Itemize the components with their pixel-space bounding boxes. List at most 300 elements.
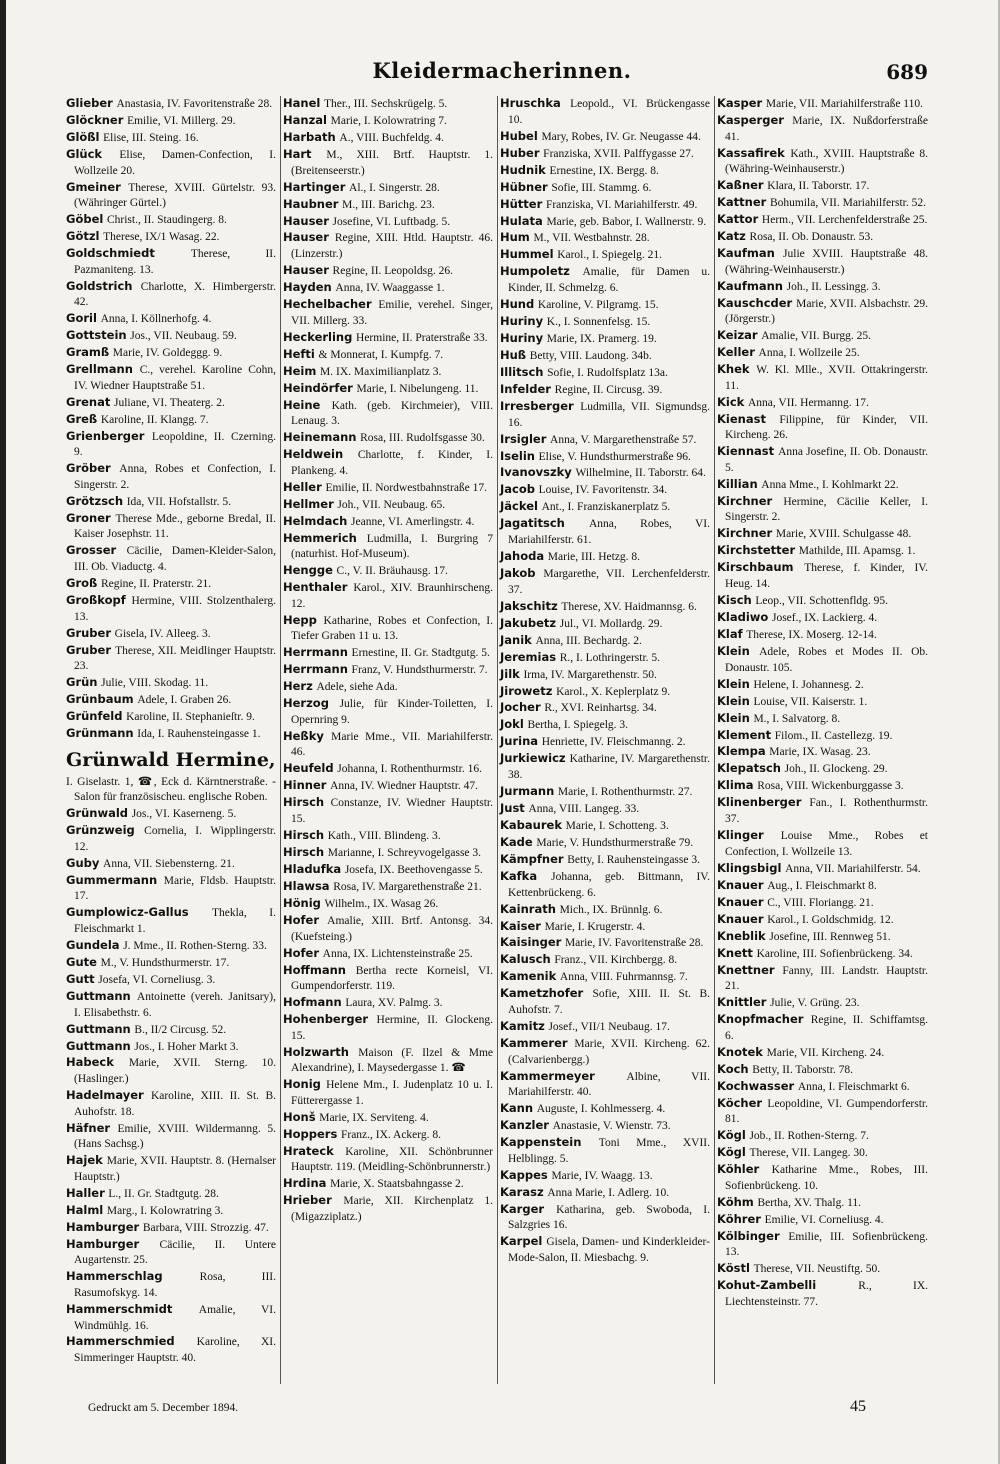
entry-details: Katharine, Robes et Confection, I. Tiefer Graben 11 u. 13. — [291, 614, 493, 643]
entry-details: Ernestine, II. Gr. Stadtgutg. 5. — [351, 647, 490, 660]
entry-details: Julie, VIII. Skodag. 11. — [101, 677, 209, 690]
entry-surname: Hadelmayer — [66, 1088, 144, 1103]
entry-surname: Hart — [283, 146, 312, 161]
entry-surname: Häfner — [66, 1120, 111, 1135]
entry-surname: Keizar — [717, 328, 758, 343]
entry-surname: Iselin — [500, 448, 535, 463]
entry-surname: Groß — [66, 576, 98, 591]
directory-entry — [283, 214, 493, 230]
directory-entry — [283, 1012, 493, 1043]
entry-surname: Holzwarth — [283, 1044, 349, 1059]
entry-surname: Knett — [717, 945, 753, 960]
entry-details: Marie, I. Kolowratring 7. — [330, 114, 447, 127]
entry-surname: Hofmann — [283, 995, 342, 1010]
entry-surname: Gummermann — [66, 872, 158, 887]
entry-surname: Kladiwo — [717, 610, 769, 624]
entry-surname: Kammerer — [500, 1036, 568, 1050]
entry-details: R., IX. Liechtensteinstr. 77. — [725, 1280, 929, 1308]
entry-surname: Hrieber — [283, 1193, 332, 1208]
directory-column-1 — [64, 96, 281, 1384]
entry-details: Josef., VII/1 Neubaug. 17. — [548, 1021, 670, 1034]
directory-entry — [717, 212, 928, 228]
entry-details: Cäcilie, Damen-Kleider-Salon, III. Ob. Viaductg. 4. — [74, 545, 277, 574]
entry-surname: Heine — [283, 397, 321, 412]
directory-columns — [64, 96, 932, 1384]
entry-surname: Infelder — [500, 381, 551, 396]
entry-details: Therese, f. Kinder, IV. Heug. 14. — [725, 562, 928, 591]
entry-details: Rosa, II. Ob. Donaustr. 53. — [749, 231, 874, 244]
entry-details: Hermine, II. Praterstraße 33. — [356, 331, 488, 344]
directory-entry — [283, 761, 493, 777]
entry-surname: Knopfmacher — [717, 1012, 804, 1027]
entry-details: Job., II. Rothen-Sterng. 7. — [749, 1130, 869, 1143]
directory-entry — [500, 465, 710, 481]
entry-details: C., V. II. Bräuhausg. 17. — [336, 565, 448, 578]
entry-surname: Glößl — [66, 129, 100, 144]
entry-surname: Just — [500, 801, 525, 815]
directory-entry — [66, 511, 276, 542]
entry-details: Regine, II. Schiffamtsg. 6. — [725, 1014, 928, 1042]
entry-details: Sofie, XIII. II. St. B. Auhofstr. 7. — [508, 988, 710, 1017]
entry-details: Julie, V. Grüng. 23. — [770, 997, 860, 1010]
entry-surname: Kirchner — [717, 493, 773, 508]
directory-entry — [500, 365, 710, 381]
entry-surname: Klingsbigl — [717, 860, 782, 875]
entry-details: Jos., VI. Kaserneng. 5. — [131, 808, 237, 821]
entry-details: M., III. Barichg. 23. — [342, 198, 435, 211]
entry-surname: Huber — [500, 145, 540, 160]
entry-details: Franz., VII. Kirchbergg. 8. — [554, 954, 678, 967]
entry-surname: Khek — [717, 362, 750, 377]
entry-surname: Kochwasser — [717, 1078, 795, 1093]
entry-surname: Honig — [283, 1077, 321, 1092]
directory-entry — [717, 543, 928, 559]
directory-entry — [66, 856, 276, 872]
entry-surname: Jäckel — [500, 499, 538, 514]
entry-details: Joh., II. Glockeng. 29. — [784, 763, 888, 776]
entry-surname: Klepatsch — [717, 761, 781, 776]
directory-entry — [717, 1145, 928, 1161]
entry-surname: Harbath — [283, 129, 336, 144]
directory-entry — [717, 644, 928, 675]
directory-entry — [500, 835, 710, 851]
directory-entry — [283, 113, 493, 129]
entry-surname: Herrmann — [283, 662, 348, 677]
entry-details: M., V. Hundsthurmerstr. 17. — [100, 956, 230, 969]
directory-entry — [717, 1195, 928, 1211]
entry-details: Anastasie, V. Wienstr. 73. — [552, 1120, 671, 1133]
directory-entry — [500, 1234, 710, 1265]
entry-surname: Goldschmiedt — [66, 246, 155, 261]
entry-details: Amalie, für Damen u. Kinder, II. Schmelzg. 6. — [508, 266, 711, 295]
entry-surname: Henthaler — [283, 580, 348, 595]
directory-entry — [283, 963, 493, 994]
entry-surname: Hirsch — [283, 828, 325, 843]
entry-details: Emilie, II. Nordwestbahnstraße 17. — [325, 481, 488, 494]
directory-entry — [283, 946, 493, 962]
entry-details: Therese, II. Pazmaniteng. 13. — [74, 248, 276, 276]
entry-surname: Jirowetz — [500, 683, 553, 698]
entry-surname: Kattor — [717, 212, 759, 227]
entry-surname: Hubel — [500, 128, 538, 143]
entry-surname: Huriny — [500, 331, 544, 345]
entry-details: Amalie, VII. Burgg. 25. — [761, 330, 872, 343]
entry-surname: Gundela — [66, 937, 120, 952]
entry-details: Anna, VII. Mariahilferstr. 54. — [785, 862, 921, 875]
directory-entry — [717, 593, 928, 609]
entry-surname: Kammermeyer — [500, 1068, 595, 1083]
entry-surname: Gramß — [66, 345, 110, 360]
directory-entry — [283, 645, 493, 661]
entry-surname: Jakob — [500, 566, 536, 580]
entry-surname: Kirschbaum — [717, 560, 794, 575]
directory-entry — [717, 895, 928, 911]
directory-entry — [500, 650, 710, 666]
entry-details: Emilie, verehel. Singer, VII. Millerg. 33. — [291, 299, 494, 327]
directory-entry — [66, 576, 276, 592]
entry-surname: Hartinger — [283, 179, 346, 194]
directory-entry — [66, 395, 276, 411]
entry-details: Bertha, I. Spiegelg. 3. — [527, 719, 629, 732]
directory-entry — [717, 627, 928, 643]
entry-details: Mary, Robes, IV. Gr. Neugasse 44. — [541, 130, 701, 143]
entry-surname: Hohenberger — [283, 1012, 369, 1027]
entry-details: Anna Josefine, II. Ob. Donaustr. 5. — [725, 446, 928, 474]
entry-surname: Haller — [66, 1185, 105, 1200]
entry-details: Marie, IX. Pramerg. 19. — [546, 333, 657, 345]
entry-surname: Kainrath — [500, 901, 556, 916]
directory-entry — [717, 1012, 928, 1043]
entry-surname: Hechelbacher — [283, 297, 372, 312]
directory-entry — [717, 1128, 928, 1144]
entry-surname: Jokl — [500, 717, 524, 732]
entry-surname: Jakschitz — [500, 598, 558, 613]
entry-details: Mathilde, III. Apamsg. 1. — [798, 545, 916, 558]
entry-details: Sofie, III. Stammg. 6. — [551, 181, 652, 194]
directory-entry — [283, 828, 493, 844]
directory-entry — [500, 516, 710, 547]
entry-details: Therese, VII. Langeg. 30. — [749, 1147, 868, 1160]
entry-details: Marie, IX. Nußdorferstraße 41. — [725, 114, 929, 143]
directory-entry — [717, 963, 928, 994]
directory-entry — [283, 531, 493, 562]
directory-entry — [283, 480, 493, 496]
entry-details: Margarethe, VII. Lerchenfelderstr. 37. — [508, 568, 710, 596]
entry-surname: Klein — [717, 693, 750, 708]
directory-entry — [66, 229, 276, 245]
advertisement-heading: Grünwald Hermine, — [66, 748, 276, 771]
directory-entry — [66, 626, 276, 642]
directory-entry — [500, 1135, 710, 1166]
entry-surname: Hemmerich — [283, 530, 357, 545]
directory-entry — [500, 1168, 710, 1184]
directory-entry — [66, 692, 276, 708]
entry-surname: Kneblik — [717, 928, 766, 943]
entry-details: Auguste, I. Kohlmesserg. 4. — [536, 1103, 666, 1116]
entry-details: L., II. Gr. Stadtgutg. 28. — [108, 1187, 219, 1200]
entry-surname: Heßky — [283, 728, 324, 743]
entry-details: Ida, I. Rauhensteingasse 1. — [137, 728, 261, 741]
entry-surname: Kanzler — [500, 1118, 549, 1133]
entry-surname: Kassafirek — [717, 145, 785, 160]
entry-details: Therese, XII. Meidlinger Hauptstr. 23. — [74, 644, 276, 673]
entry-details: Anna, I. Fleischmarkt 6. — [797, 1080, 910, 1093]
entry-surname: Janik — [500, 632, 532, 647]
entry-surname: Grötzsch — [66, 493, 124, 508]
directory-entry — [66, 873, 276, 904]
directory-entry — [717, 1045, 928, 1061]
directory-entry — [66, 147, 276, 178]
entry-details: Kath., VIII. Blindeng. 3. — [327, 830, 441, 843]
entry-details: Karoline, XII. Schönbrunner Hauptstr. 119. (Meidling-Schönbrunnerstr.) — [291, 1145, 493, 1174]
entry-details: Gisela, Damen- und Kinderkleider-Mode-Salon, II. Miesbachg. 9. — [508, 1236, 710, 1264]
directory-entry — [500, 549, 710, 565]
directory-entry — [283, 696, 493, 727]
entry-details: Therese, XVIII. Gürtelstr. 93. (Währinger Gürtel.) — [74, 181, 276, 210]
directory-entry — [283, 679, 493, 695]
directory-entry — [717, 328, 928, 344]
entry-details: Constanze, IV. Wiedner Hauptstr. 15. — [291, 797, 493, 826]
entry-details: Aug., I. Fleischmarkt 8. — [767, 879, 877, 892]
entry-surname: Gutt — [66, 971, 95, 986]
entry-details: Henriette, IV. Fleischmanng. 2. — [541, 736, 686, 749]
entry-details: Marie, IV. Favoritenstraße 28. — [564, 937, 704, 950]
entry-surname: Hudnik — [500, 162, 546, 177]
directory-entry — [66, 1153, 276, 1184]
entry-details: Marie, VII. Mariahilferstraße 110. — [765, 98, 923, 110]
entry-details: Anna, I. Wollzeile 25. — [758, 347, 860, 360]
entry-surname: Jurina — [500, 734, 539, 749]
directory-entry — [283, 662, 493, 678]
directory-entry — [66, 362, 276, 393]
entry-details: Karol., I. Spiegelg. 21. — [557, 249, 662, 262]
entry-details: Bertha, XV. Thalg. 11. — [757, 1196, 862, 1209]
directory-entry — [66, 1334, 276, 1365]
entry-details: Therese, XV. Haidmannsg. 6. — [561, 600, 697, 613]
directory-entry — [66, 1186, 276, 1202]
entry-details: Marie, I. Krugerstr. 4. — [544, 920, 646, 933]
directory-entry — [717, 345, 928, 361]
entry-surname: Habeck — [66, 1055, 114, 1070]
directory-entry — [717, 229, 928, 245]
directory-entry — [283, 430, 493, 446]
directory-entry — [717, 1162, 928, 1193]
entry-surname: Hinner — [283, 778, 327, 793]
entry-surname: Halml — [66, 1202, 104, 1217]
entry-surname: Knauer — [717, 894, 764, 909]
directory-entry — [500, 163, 710, 179]
entry-surname: Kisch — [717, 593, 752, 608]
entry-surname: Kade — [500, 834, 533, 849]
entry-surname: Klement — [717, 727, 772, 742]
entry-details: Anna Mme., I. Kohlmarkt 22. — [761, 478, 899, 491]
entry-details: Kath. (geb. Kirchmeier), VIII. Lenaug. 3. — [291, 399, 493, 428]
entry-surname: Glück — [66, 146, 103, 161]
entry-details: K., I. Sonnenfelsg. 15. — [546, 316, 651, 329]
entry-details: Marie, III. Hetzg. 8. — [547, 551, 641, 564]
entry-details: Albine, VII. Mariahilferstr. 40. — [508, 1070, 711, 1099]
entry-surname: Hirsch — [283, 845, 325, 859]
entry-surname: Hummel — [500, 247, 554, 262]
entry-details: Josefa, IX. Beethovengasse 5. — [344, 863, 483, 876]
entry-details: Marie, I. Schotteng. 3. — [565, 819, 669, 832]
entry-details: Wilhelmine, II. Taborstr. 64. — [575, 467, 706, 480]
entry-details: Anna, VII. Hermanng. 17. — [747, 396, 869, 409]
directory-entry — [500, 96, 710, 127]
entry-details: Anna, IX. Lichtensteinstraße 25. — [322, 947, 473, 960]
entry-details: Karol., I. Goldschmidg. 12. — [767, 913, 894, 926]
entry-surname: Gottstein — [66, 328, 127, 343]
directory-entry — [283, 297, 493, 328]
directory-entry — [500, 902, 710, 918]
directory-entry — [66, 96, 276, 112]
entry-details: Rosa, IV. Margarethenstraße 21. — [333, 880, 482, 893]
entry-surname: Kamitz — [500, 1019, 545, 1034]
directory-entry — [283, 1193, 493, 1224]
directory-entry — [717, 1062, 928, 1078]
directory-entry — [283, 230, 493, 261]
entry-details: C., verehel. Karoline Cohn, IV. Wiedner Hauptstraße 51. — [74, 364, 276, 392]
directory-entry — [500, 599, 710, 615]
entry-details: Cäcilie, II. Untere Augartenstr. 25. — [74, 1238, 276, 1267]
directory-entry — [500, 818, 710, 834]
entry-surname: Köstl — [717, 1261, 750, 1276]
entry-surname: Hajek — [66, 1153, 103, 1168]
directory-entry — [500, 1019, 710, 1035]
directory-entry — [283, 497, 493, 513]
directory-entry — [283, 180, 493, 196]
directory-entry — [66, 113, 276, 129]
entry-details: Louise Mme., Robes et Confection, I. Wollzeile 13. — [725, 830, 929, 858]
entry-surname: Knotek — [717, 1044, 763, 1059]
directory-entry — [500, 633, 710, 649]
entry-surname: Humpoletz — [500, 264, 570, 279]
entry-surname: Grosser — [66, 543, 117, 558]
directory-entry — [283, 398, 493, 429]
directory-entry — [717, 995, 928, 1011]
directory-entry — [66, 1022, 276, 1038]
directory-entry — [500, 482, 710, 498]
entry-details: Marie, XVIII. Schulgasse 48. — [775, 528, 912, 541]
entry-surname: Kafka — [500, 868, 538, 883]
entry-details: Therese, IX/1 Wasag. 22. — [103, 231, 220, 244]
directory-column-3 — [498, 96, 715, 1384]
directory-entry — [283, 613, 493, 644]
entry-surname: Huß — [500, 347, 527, 362]
entry-details: Joh., VII. Neubaug. 65. — [337, 498, 446, 511]
entry-surname: Jurkiewicz — [500, 751, 566, 766]
directory-entry — [66, 543, 276, 574]
directory-entry — [500, 1036, 710, 1067]
directory-entry — [500, 1185, 710, 1201]
entry-surname: Knettner — [717, 962, 775, 977]
entry-surname: Gute — [66, 954, 97, 969]
directory-entry — [283, 896, 493, 912]
entry-details: Elise, V. Hundsthurmerstraße 96. — [538, 450, 691, 463]
entry-details: Charlotte, f. Kinder, I. Plankeng. 4. — [291, 449, 493, 477]
directory-entry — [283, 879, 493, 895]
directory-entry — [717, 1278, 928, 1309]
page-title: Kleidermacherinnen. — [372, 58, 632, 83]
directory-entry — [717, 494, 928, 525]
entry-surname: Illitsch — [500, 364, 544, 379]
entry-surname: Hengge — [283, 563, 333, 578]
entry-surname: Kabaurek — [500, 817, 562, 832]
entry-details: Charlotte, X. Himbergerstr. 42. — [74, 280, 276, 309]
entry-details: Betty, I. Rauhensteingasse 3. — [567, 853, 700, 866]
directory-entry — [66, 311, 276, 327]
entry-surname: Jagatitsch — [500, 516, 565, 531]
directory-entry — [283, 197, 493, 213]
directory-entry — [717, 1261, 928, 1277]
entry-details: Maison (F. Ilzel & Mme Alexandrine), I. Maysedergasse 1. ☎ — [291, 1046, 494, 1075]
entry-details: Marie, XVII. Sterng. 10. (Haslinger.) — [74, 1057, 276, 1086]
directory-entry — [283, 1077, 493, 1108]
directory-entry — [500, 331, 710, 347]
directory-entry — [717, 146, 928, 177]
entry-details: Marie, XVII. Kircheng. 62. (Calvarienbergg.) — [508, 1038, 711, 1066]
entry-surname: Hauser — [283, 263, 329, 278]
entry-details: Klara, II. Taborstr. 17. — [767, 180, 870, 193]
directory-entry — [66, 1203, 276, 1219]
entry-details: C., VIII. Floriangg. 21. — [767, 896, 874, 909]
directory-entry — [500, 717, 710, 733]
entry-surname: Kasperger — [717, 112, 784, 127]
entry-surname: Jeremias — [500, 649, 557, 664]
entry-surname: Heufeld — [283, 761, 334, 776]
entry-details: Regine, XIII. Htld. Hauptstr. 46. (Linzerstr.) — [291, 232, 493, 261]
entry-details: Elise, Damen-Confection, I. Wollzeile 20. — [74, 148, 276, 177]
directory-entry — [66, 412, 276, 428]
entry-surname: Hönig — [283, 895, 321, 910]
entry-surname: Karger — [500, 1201, 545, 1216]
entry-details: Karoline, III. Sofienbrückeng. 34. — [756, 947, 913, 960]
entry-details: Toni Mme., XVII. Helblingg. 5. — [508, 1137, 710, 1165]
directory-entry — [283, 147, 493, 178]
entry-surname: Hamburger — [66, 1219, 140, 1234]
entry-surname: Karpel — [500, 1234, 543, 1249]
directory-entry — [717, 395, 928, 411]
entry-details: Emilie, VI. Millerg. 29. — [127, 114, 236, 127]
directory-entry — [500, 751, 710, 782]
entry-surname: Hirsch — [283, 795, 325, 810]
entry-details: Karoline, II. Stephanieſtr. 9. — [126, 711, 255, 724]
directory-entry — [717, 728, 928, 744]
directory-entry — [66, 675, 276, 691]
directory-entry — [500, 264, 710, 295]
entry-surname: Gröber — [66, 461, 111, 476]
entry-surname: Herz — [283, 679, 313, 694]
entry-surname: Kohut-Zambelli — [717, 1278, 817, 1293]
entry-details: Marie, geb. Babor, I. Wallnerstr. 9. — [546, 215, 707, 228]
entry-surname: Kaufmann — [717, 278, 783, 293]
directory-entry — [66, 1269, 276, 1300]
directory-entry — [500, 986, 710, 1017]
entry-surname: Grünmann — [66, 726, 134, 741]
directory-entry — [717, 279, 928, 295]
entry-details: Marie, Fldsb. Hauptstr. 17. — [74, 874, 277, 903]
directory-entry — [717, 1229, 928, 1260]
directory-entry — [717, 412, 928, 443]
directory-entry — [500, 1118, 710, 1134]
entry-details: Kath., XVIII. Hauptstraße 8. (Währing-Weinhauserstr.) — [725, 147, 928, 176]
entry-surname: Knittler — [717, 995, 767, 1010]
entry-details: M. IX. Maximilianplatz 3. — [320, 365, 442, 378]
directory-entry — [717, 912, 928, 928]
directory-entry — [66, 955, 276, 971]
entry-surname: Grünfeld — [66, 709, 123, 724]
entry-surname: Kögl — [717, 1145, 746, 1160]
